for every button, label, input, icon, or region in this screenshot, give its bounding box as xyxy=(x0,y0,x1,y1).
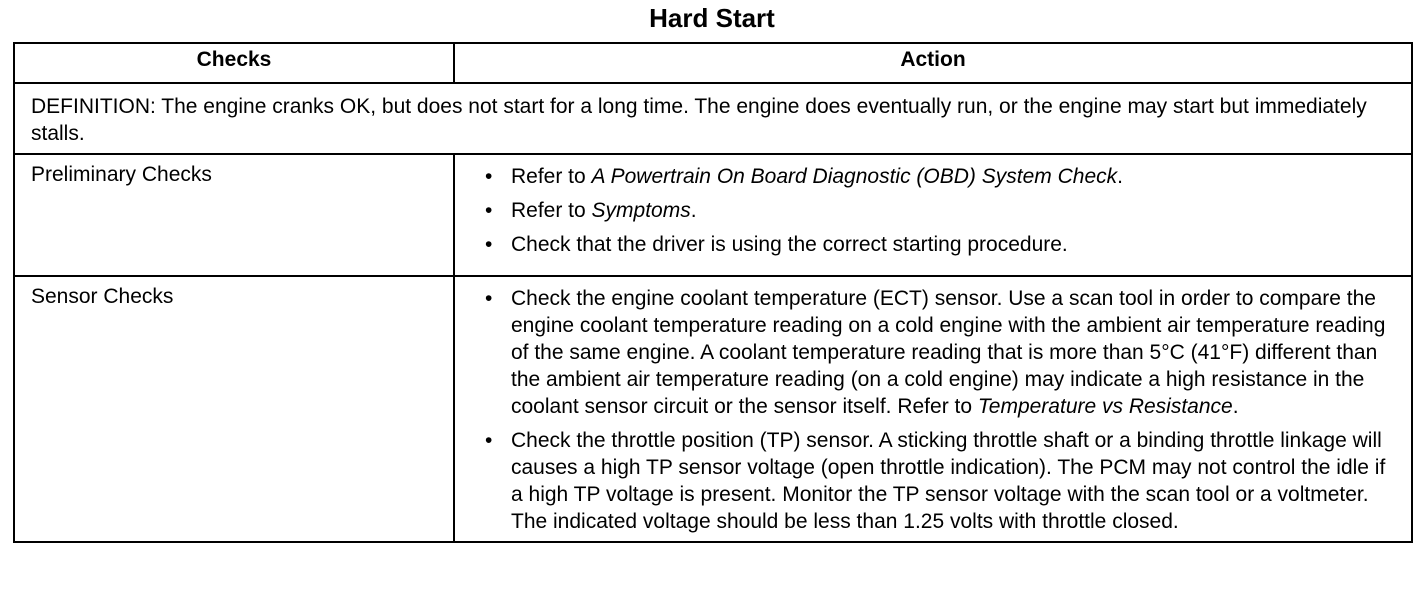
list-item: • Refer to Symptoms. xyxy=(485,199,697,222)
diagnostic-table xyxy=(13,42,1413,543)
action-list xyxy=(485,285,1401,535)
check-label-preliminary: Preliminary Checks xyxy=(14,154,454,276)
definition-row xyxy=(14,83,1412,154)
check-label-sensor: Sensor Checks xyxy=(14,276,454,542)
header-row xyxy=(14,43,1412,83)
action-cell xyxy=(454,276,1412,542)
list-item: • Check that the driver is using the correct starting procedure. xyxy=(485,233,1068,256)
checks-header: Checks xyxy=(14,43,454,83)
list-item: • Check the throttle position (TP) sensor. A sticking throttle shaft or a binding throttle linkage will causes a high TP sensor voltage (open throttle indication). The PCM may not control the idle if a high TP voltage is present. Monitor the TP sensor voltage with the scan tool or a voltmeter. The indicated voltage should be less than 1.25 volts with throttle closed. xyxy=(485,429,1386,533)
action-header: Action xyxy=(454,43,1412,83)
bullet-icon: • xyxy=(485,429,493,452)
bullet-icon: • xyxy=(485,233,493,256)
bullet-icon: • xyxy=(485,287,493,310)
bullet-icon: • xyxy=(485,165,493,188)
page-title: Hard Start xyxy=(649,3,775,33)
action-list xyxy=(485,163,1401,258)
list-item: • Check the engine coolant temperature (ECT) sensor. Use a scan tool in order to compare the engine coolant temperature reading on a cold engine with the ambient air temperature reading of the same engine. A coolant temperature reading that is more than 5°C (41°F) different than the ambient air temperature reading (on a cold engine) may indicate a high resistance in the coolant sensor circuit or the sensor itself. Refer to Temperature vs Resistance. xyxy=(485,287,1386,418)
action-cell xyxy=(454,154,1412,276)
definition-text: DEFINITION: The engine cranks OK, but does not start for a long time. The engine does eventually run, or the engine may start but immediately stalls. xyxy=(14,83,1412,154)
list-item: • Refer to A Powertrain On Board Diagnostic (OBD) System Check. xyxy=(485,165,1123,188)
table-row xyxy=(14,154,1412,276)
table-row xyxy=(14,276,1412,542)
bullet-icon: • xyxy=(485,199,493,222)
